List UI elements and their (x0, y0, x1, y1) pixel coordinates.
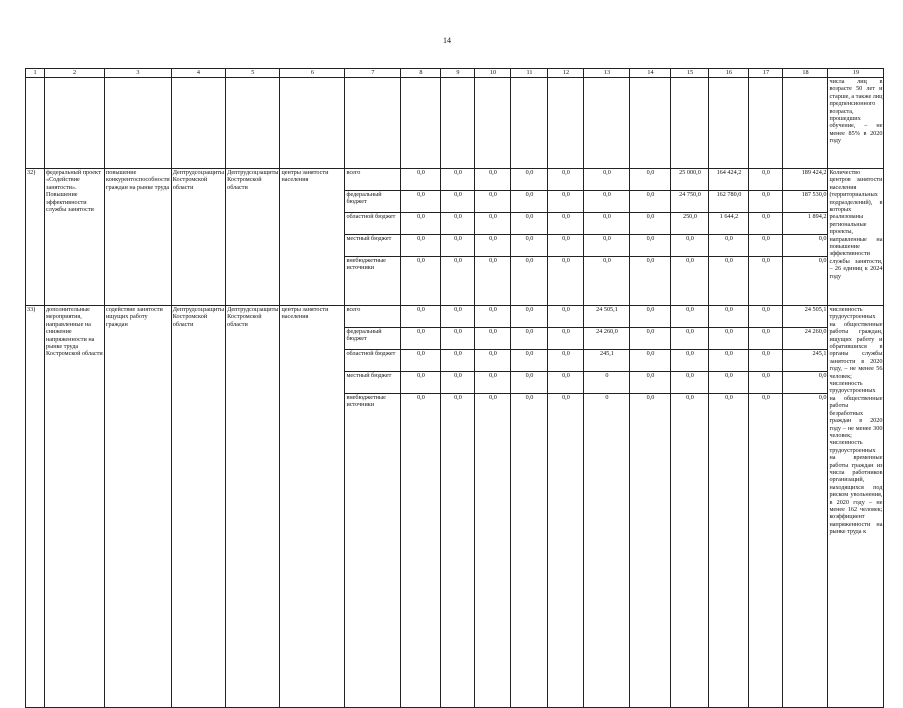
amount-cell: 24 505,1 (584, 306, 630, 328)
indicator-cell: Количество центров занятости населения (территориальных подразделений), в которых реализованы региональные проекты, направленные на повышение эффективности службы занятости, – 26 единиц к 2024 году (828, 169, 884, 306)
header-cell: 2 (45, 69, 105, 78)
header-cell: 9 (441, 69, 475, 78)
row-number: 32) (26, 169, 45, 306)
amount-cell: 0,0 (630, 191, 671, 213)
amount-cell: 0,0 (584, 257, 630, 306)
amount-cell: 0,0 (401, 257, 441, 306)
header-cell: 15 (671, 69, 709, 78)
empty-cell (280, 78, 345, 169)
amount-cell: 0,0 (475, 235, 511, 257)
empty-cell (548, 78, 584, 169)
amount-cell: 0,0 (401, 350, 441, 372)
amount-cell: 164 424,2 (709, 169, 749, 191)
amount-cell: 0,0 (671, 235, 709, 257)
amount-cell: 0,0 (630, 213, 671, 235)
amount-cell: 0,0 (630, 169, 671, 191)
amount-cell: 0,0 (709, 306, 749, 328)
empty-cell (441, 78, 475, 169)
amount-cell: 0,0 (548, 350, 584, 372)
amount-cell: 0,0 (511, 328, 548, 350)
amount-cell: 0,0 (401, 191, 441, 213)
funding-source: местный бюджет (345, 235, 401, 257)
amount-cell: 0,0 (511, 235, 548, 257)
amount-cell: 0,0 (749, 191, 783, 213)
amount-cell: 0,0 (475, 213, 511, 235)
table-row (26, 169, 884, 191)
amount-cell: 0,0 (475, 306, 511, 328)
amount-cell: 0,0 (475, 191, 511, 213)
amount-cell: 250,0 (671, 213, 709, 235)
header-cell: 3 (105, 69, 172, 78)
amount-cell: 0,0 (584, 235, 630, 257)
header-cell: 18 (783, 69, 828, 78)
amount-cell: 0,0 (709, 257, 749, 306)
amount-cell: 0,0 (511, 394, 548, 708)
empty-cell (749, 78, 783, 169)
responsible-executor: Дептрудсоцзащиты Костромской области (171, 169, 225, 306)
amount-cell: 189 424,2 (783, 169, 828, 191)
amount-cell: 0,0 (548, 257, 584, 306)
amount-cell: 0,0 (548, 191, 584, 213)
amount-cell: 0,0 (548, 213, 584, 235)
amount-cell: 0,0 (511, 350, 548, 372)
header-cell: 11 (511, 69, 548, 78)
empty-cell (671, 78, 709, 169)
amount-cell: 0,0 (401, 394, 441, 708)
amount-cell: 24 260,0 (783, 328, 828, 350)
amount-cell: 0,0 (441, 213, 475, 235)
participants: центры занятости населения (280, 306, 345, 708)
amount-cell: 187 530,0 (783, 191, 828, 213)
header-cell: 5 (226, 69, 280, 78)
amount-cell: 0,0 (671, 257, 709, 306)
amount-cell: 0,0 (749, 257, 783, 306)
amount-cell: 0,0 (475, 394, 511, 708)
header-cell: 1 (26, 69, 45, 78)
amount-cell: 0,0 (401, 235, 441, 257)
budget-table (25, 68, 884, 708)
co-executor: Дептрудсоцзащиты Костромской области (226, 169, 280, 306)
amount-cell: 0,0 (749, 328, 783, 350)
amount-cell: 0,0 (441, 372, 475, 394)
header-cell: 10 (475, 69, 511, 78)
amount-cell: 0,0 (709, 235, 749, 257)
empty-cell (345, 78, 401, 169)
amount-cell: 0,0 (548, 169, 584, 191)
amount-cell: 0,0 (749, 306, 783, 328)
empty-cell (26, 78, 45, 169)
amount-cell: 0,0 (749, 235, 783, 257)
amount-cell: 0,0 (584, 169, 630, 191)
amount-cell: 0,0 (630, 328, 671, 350)
amount-cell: 0,0 (671, 306, 709, 328)
table-row (26, 306, 884, 328)
header-cell: 13 (584, 69, 630, 78)
amount-cell: 0,0 (548, 328, 584, 350)
funding-source: областной бюджет (345, 350, 401, 372)
empty-cell (45, 78, 105, 169)
funding-source: местный бюджет (345, 372, 401, 394)
indicator-cell: численность трудоустроенных на общественные работы граждан, ищущих работу и обратившихся в органы службы занятости в 2020 году, – не менее 56 человек; численность трудоустроенных на общественные работы безработных граждан в 2020 году – не менее 300 человек; численность трудоустроенных на временные работы граждан из числа работников организаций, находящихся под риском увольнения, в 2020 году – не менее 162 человек; коэффициент напряженности на рынке труда к (828, 306, 884, 708)
amount-cell: 0,0 (441, 306, 475, 328)
amount-cell: 0,0 (671, 394, 709, 708)
co-executor: Дептрудсоцзащиты Костромской области (226, 306, 280, 708)
amount-cell: 0,0 (630, 306, 671, 328)
amount-cell: 0,0 (630, 235, 671, 257)
amount-cell: 0,0 (749, 169, 783, 191)
page-number: 14 (443, 36, 451, 45)
header-cell: 8 (401, 69, 441, 78)
amount-cell: 25 000,0 (671, 169, 709, 191)
amount-cell: 0,0 (511, 372, 548, 394)
empty-cell (226, 78, 280, 169)
amount-cell: 24 750,0 (671, 191, 709, 213)
amount-cell: 0,0 (584, 191, 630, 213)
amount-cell: 0,0 (548, 235, 584, 257)
amount-cell: 0,0 (671, 328, 709, 350)
funding-source: всего (345, 306, 401, 328)
amount-cell: 0,0 (783, 257, 828, 306)
empty-cell (105, 78, 172, 169)
amount-cell: 0,0 (709, 328, 749, 350)
amount-cell: 0,0 (671, 372, 709, 394)
funding-source: федеральный бюджет (345, 328, 401, 350)
header-cell: 12 (548, 69, 584, 78)
amount-cell: 0,0 (475, 372, 511, 394)
amount-cell: 0 (584, 372, 630, 394)
header-cell: 6 (280, 69, 345, 78)
measure-name: дополнительные мероприятия, направленные на снижение напряженности на рынке труда Костромской области (45, 306, 105, 708)
amount-cell: 0,0 (709, 350, 749, 372)
amount-cell: 0 (584, 394, 630, 708)
amount-cell: 0,0 (749, 372, 783, 394)
amount-cell: 0,0 (709, 372, 749, 394)
responsible-executor: Дептрудсоцзащиты Костромской области (171, 306, 225, 708)
amount-cell: 0,0 (630, 350, 671, 372)
empty-cell (709, 78, 749, 169)
amount-cell: 0,0 (709, 394, 749, 708)
amount-cell: 0,0 (441, 235, 475, 257)
header-cell: 19 (828, 69, 884, 78)
header-cell: 17 (749, 69, 783, 78)
amount-cell: 0,0 (475, 350, 511, 372)
amount-cell: 0,0 (441, 328, 475, 350)
amount-cell: 0,0 (511, 213, 548, 235)
amount-cell: 0,0 (749, 394, 783, 708)
header-cell: 16 (709, 69, 749, 78)
amount-cell: 0,0 (401, 213, 441, 235)
amount-cell: 0,0 (630, 257, 671, 306)
amount-cell: 0,0 (749, 350, 783, 372)
empty-cell (630, 78, 671, 169)
row-number: 33) (26, 306, 45, 708)
amount-cell: 0,0 (475, 169, 511, 191)
indicator-cell: числа лиц в возрасте 50 лет и старше, а также лиц предпенсионного возраста, прошедших обучение, – не менее 85% в 2020 году (828, 78, 884, 169)
measure-goal: повышение конкурентоспособности граждан на рынке труда (105, 169, 172, 306)
amount-cell: 24 505,1 (783, 306, 828, 328)
funding-source: областной бюджет (345, 213, 401, 235)
amount-cell: 0,0 (441, 394, 475, 708)
amount-cell: 0,0 (401, 372, 441, 394)
amount-cell: 0,0 (783, 235, 828, 257)
empty-cell (783, 78, 828, 169)
empty-cell (171, 78, 225, 169)
amount-cell: 0,0 (441, 191, 475, 213)
amount-cell: 0,0 (441, 350, 475, 372)
amount-cell: 0,0 (401, 328, 441, 350)
amount-cell: 0,0 (441, 257, 475, 306)
continuation-row (26, 78, 884, 169)
amount-cell: 0,0 (475, 257, 511, 306)
empty-cell (475, 78, 511, 169)
funding-source: всего (345, 169, 401, 191)
header-cell: 14 (630, 69, 671, 78)
empty-cell (511, 78, 548, 169)
header-cell: 4 (171, 69, 225, 78)
header-row (26, 69, 884, 78)
measure-goal: содействие занятости ищущих работу граждан (105, 306, 172, 708)
funding-source: внебюджетные источники (345, 394, 401, 708)
amount-cell: 0,0 (511, 191, 548, 213)
amount-cell: 0,0 (749, 213, 783, 235)
amount-cell: 0,0 (630, 394, 671, 708)
amount-cell: 0,0 (584, 213, 630, 235)
amount-cell: 1 894,2 (783, 213, 828, 235)
amount-cell: 0,0 (671, 350, 709, 372)
amount-cell: 1 644,2 (709, 213, 749, 235)
funding-source: внебюджетные источники (345, 257, 401, 306)
amount-cell: 0,0 (548, 306, 584, 328)
amount-cell: 0,0 (783, 372, 828, 394)
measure-name: федеральный проект «Содействие занятости». Повышение эффективности службы занятости (45, 169, 105, 306)
amount-cell: 0,0 (511, 257, 548, 306)
participants: центры занятости населения (280, 169, 345, 306)
amount-cell: 0,0 (511, 169, 548, 191)
amount-cell: 0,0 (548, 372, 584, 394)
funding-source: федеральный бюджет (345, 191, 401, 213)
empty-cell (401, 78, 441, 169)
amount-cell: 24 260,0 (584, 328, 630, 350)
amount-cell: 0,0 (475, 328, 511, 350)
amount-cell: 0,0 (401, 306, 441, 328)
amount-cell: 245,1 (783, 350, 828, 372)
amount-cell: 0,0 (441, 169, 475, 191)
amount-cell: 0,0 (630, 372, 671, 394)
amount-cell: 0,0 (511, 306, 548, 328)
header-cell: 7 (345, 69, 401, 78)
amount-cell: 0,0 (401, 169, 441, 191)
amount-cell: 162 780,0 (709, 191, 749, 213)
empty-cell (584, 78, 630, 169)
amount-cell: 0,0 (548, 394, 584, 708)
amount-cell: 245,1 (584, 350, 630, 372)
amount-cell: 0,0 (783, 394, 828, 708)
